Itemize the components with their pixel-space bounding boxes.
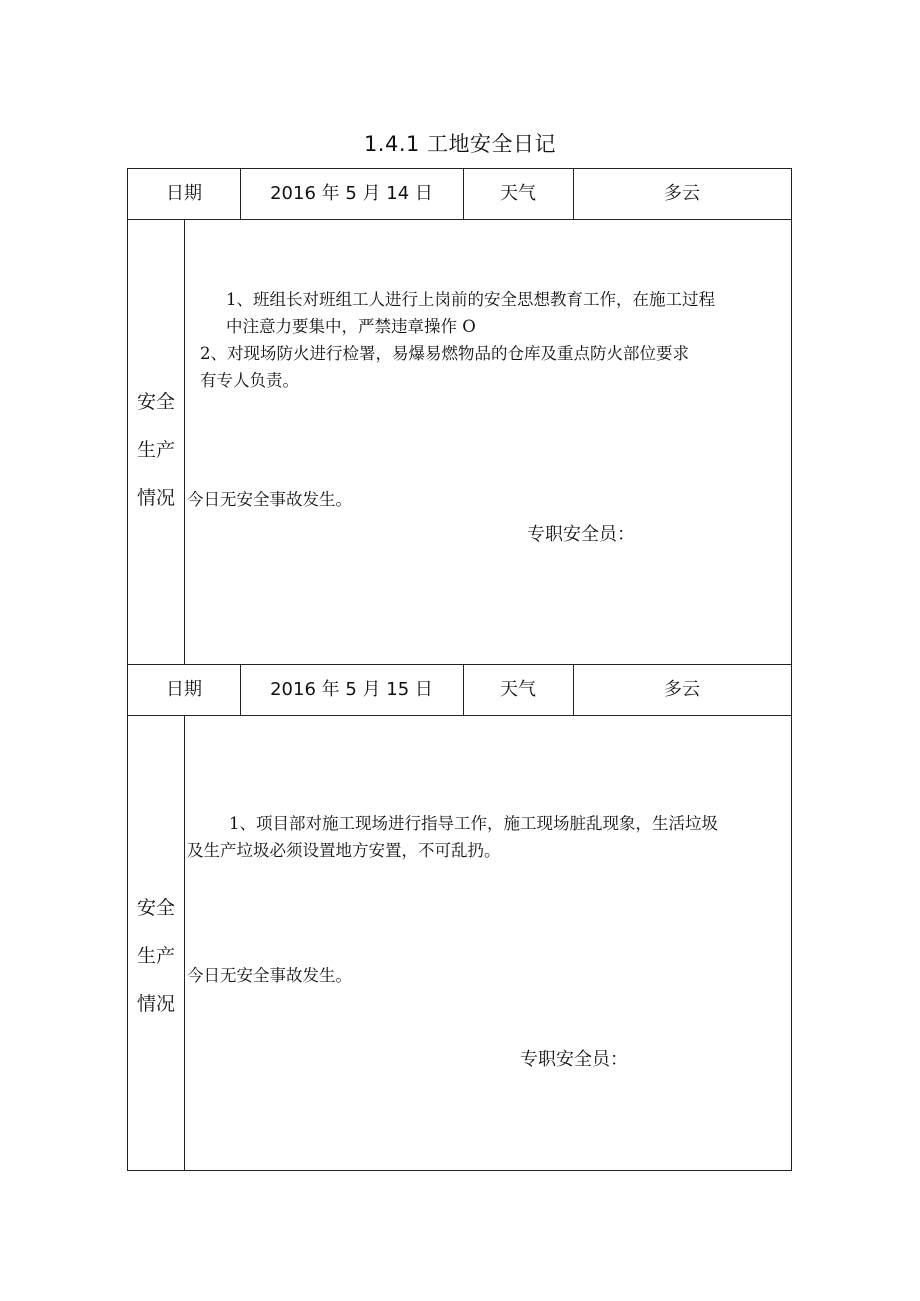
section-label-line: 生产 (136, 439, 175, 461)
safety-item-line: 及生产垃圾必须设置地方安置，不可乱扔。 (187, 841, 501, 860)
safety-item (200, 340, 689, 394)
safety-item-line: 有专人负责。 (200, 371, 299, 390)
weather-value: 多云 (664, 679, 700, 700)
page-title: 1.4.1 工地安全日记 (363, 132, 557, 156)
date-label: 日期 (128, 169, 241, 219)
section-label-line: 安全 (136, 391, 175, 413)
date-value: 2016 年 5 月 14 日 (240, 169, 464, 219)
section-label (128, 378, 184, 522)
no-accident-note: 今日无安全事故发生。 (187, 966, 352, 985)
safety-item (227, 286, 715, 340)
safety-content (185, 220, 791, 664)
weather-label: 天气 (463, 665, 574, 715)
section-label-line: 情况 (136, 993, 175, 1015)
safety-item-line: 2、对现场防火进行检署，易爆易燃物品的仓库及重点防火部位要求 (200, 344, 689, 363)
weather-label: 天气 (463, 169, 574, 219)
section-label (128, 884, 184, 1028)
weather-value: 多云 (664, 183, 700, 204)
safety-officer-signature: 专职安全员： (527, 524, 635, 545)
safety-officer-signature: 专职安全员： (520, 1049, 628, 1070)
section-label-line: 情况 (136, 487, 175, 509)
section-label-cell (128, 220, 185, 664)
entry-header-row (128, 169, 791, 220)
diary-entry (127, 664, 792, 1171)
no-accident-note: 今日无安全事故发生。 (187, 490, 352, 509)
date-value: 2016 年 5 月 15 日 (240, 665, 464, 715)
diary-entry (127, 168, 792, 665)
safety-content (185, 716, 791, 1170)
section-label-cell (128, 716, 185, 1170)
safety-item-line: 1、班组长对班组工人进行上岗前的安全思想教育工作，在施工过程 (226, 290, 715, 309)
safety-item-line: 中注意力要集中，严禁违章操作 O (226, 317, 476, 336)
safety-item-line: 1、项目部对施工现场进行指导工作，施工现场脏乱现象，生活垃圾 (229, 814, 718, 833)
safety-item (187, 810, 718, 864)
section-label-line: 生产 (136, 945, 175, 967)
date-label: 日期 (128, 665, 241, 715)
section-label-line: 安全 (136, 897, 175, 919)
entry-header-row (128, 665, 791, 716)
